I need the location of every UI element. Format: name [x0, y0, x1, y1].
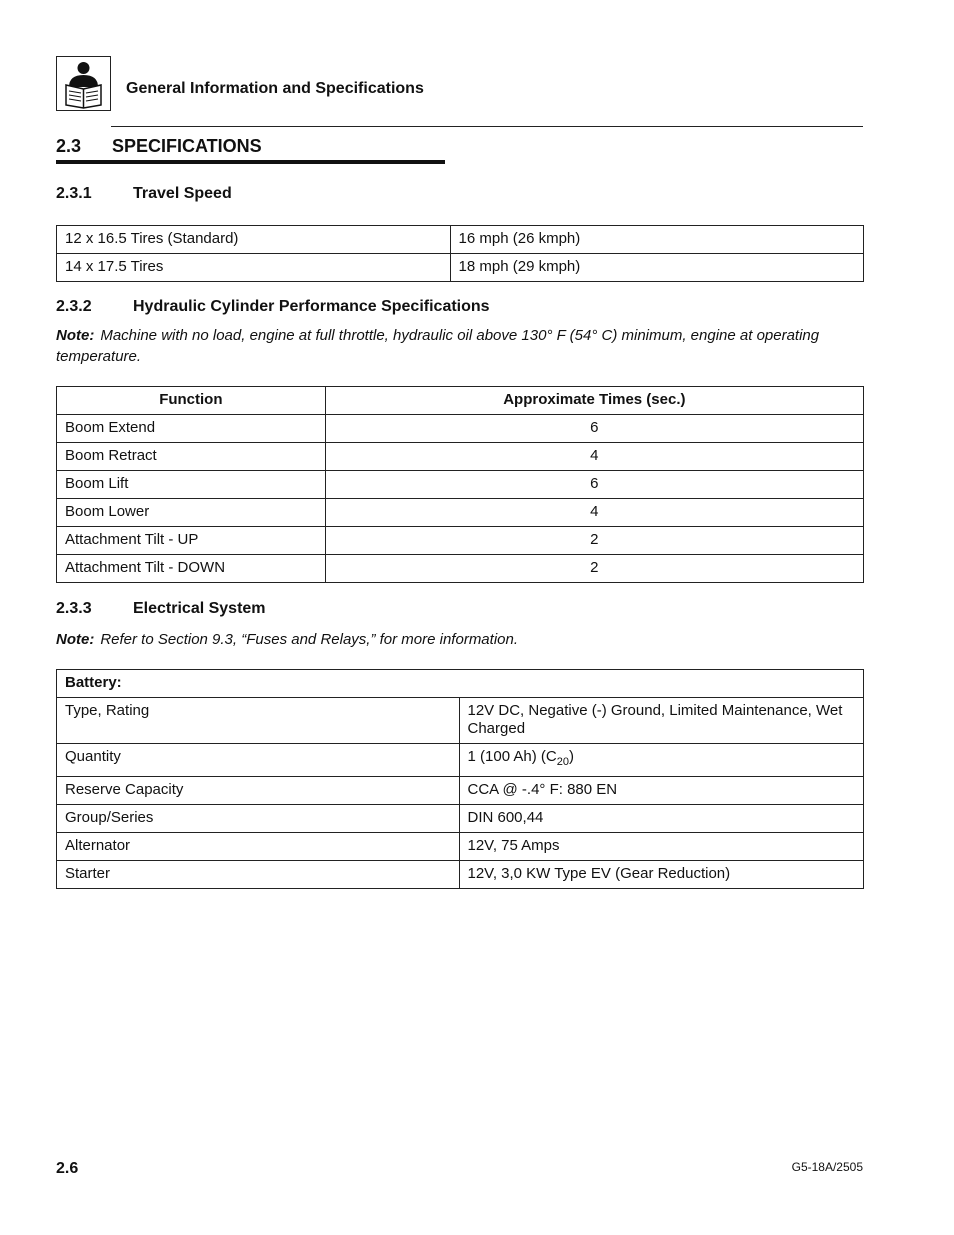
table-cell: Quantity — [57, 744, 460, 777]
table-cell: 2 — [325, 527, 863, 555]
note-label: Note: — [56, 631, 95, 648]
table-cell: Type, Rating — [57, 698, 460, 744]
header-title: General Information and Specifications — [126, 80, 424, 97]
table-row — [57, 527, 864, 555]
section-number: 2.3 — [56, 136, 82, 156]
table-cell: Boom Retract — [57, 443, 326, 471]
electrical-note — [56, 629, 864, 650]
hydraulic-table — [56, 386, 864, 583]
section-underline — [56, 160, 445, 164]
table-cell: Attachment Tilt - DOWN — [57, 555, 326, 583]
table-cell: Alternator — [57, 833, 460, 861]
travel-speed-title: Travel Speed — [133, 185, 232, 202]
table-row — [57, 254, 864, 282]
header-divider — [111, 126, 863, 127]
travel-speed-heading — [56, 185, 232, 203]
hydraulic-note — [56, 325, 864, 367]
table-cell: 12V DC, Negative (-) Ground, Limited Maintenance, Wet Charged — [459, 698, 864, 744]
table-row — [57, 777, 864, 805]
quantity-close: ) — [568, 748, 574, 765]
table-cell: 6 — [325, 471, 863, 499]
table-row — [57, 555, 864, 583]
manual-reader-icon — [56, 56, 111, 111]
travel-speed-table — [56, 225, 864, 282]
section-title: SPECIFICATIONS — [112, 136, 262, 156]
document-id: G5-18A/2505 — [791, 1160, 863, 1174]
table-row — [57, 443, 864, 471]
table-row — [57, 833, 864, 861]
section-heading — [56, 136, 262, 157]
hydraulic-heading — [56, 298, 490, 316]
table-cell: Reserve Capacity — [57, 777, 460, 805]
table-cell: Starter — [57, 861, 460, 889]
table-cell: 12 x 16.5 Tires (Standard) — [57, 226, 451, 254]
quantity-subscript: 20 — [556, 756, 569, 768]
electrical-heading — [56, 600, 266, 618]
column-header: Function — [57, 387, 326, 415]
table-cell: Boom Lower — [57, 499, 326, 527]
table-cell: 18 mph (29 kmph) — [450, 254, 863, 282]
table-cell: Group/Series — [57, 805, 460, 833]
hydraulic-title: Hydraulic Cylinder Performance Specifications — [133, 298, 490, 315]
table-row — [57, 861, 864, 889]
table-cell: 6 — [325, 415, 863, 443]
table-cell: 2 — [325, 555, 863, 583]
table-row — [57, 226, 864, 254]
table-cell: DIN 600,44 — [459, 805, 864, 833]
table-cell: CCA @ -.4° F: 880 EN — [459, 777, 864, 805]
table-header-row — [57, 387, 864, 415]
table-cell — [459, 744, 864, 777]
column-header: Approximate Times (sec.) — [325, 387, 863, 415]
table-cell: 4 — [325, 443, 863, 471]
electrical-table — [56, 669, 864, 889]
electrical-number: 2.3.3 — [56, 600, 92, 617]
table-row — [57, 744, 864, 777]
page-number: 2.6 — [56, 1160, 79, 1177]
table-row — [57, 471, 864, 499]
table-cell: 12V, 3,0 KW Type EV (Gear Reduction) — [459, 861, 864, 889]
table-cell: 16 mph (26 kmph) — [450, 226, 863, 254]
note-text: Refer to Section 9.3, “Fuses and Relays,” for more information. — [100, 631, 519, 648]
table-cell: Boom Extend — [57, 415, 326, 443]
travel-speed-number: 2.3.1 — [56, 185, 92, 202]
table-cell: Attachment Tilt - UP — [57, 527, 326, 555]
quantity-value: 1 (100 Ah) (C — [467, 748, 557, 765]
hydraulic-number: 2.3.2 — [56, 298, 92, 315]
table-row — [57, 415, 864, 443]
table-cell: 14 x 17.5 Tires — [57, 254, 451, 282]
table-cell: Boom Lift — [57, 471, 326, 499]
table-row — [57, 805, 864, 833]
electrical-title: Electrical System — [133, 600, 266, 617]
table-cell: 12V, 75 Amps — [459, 833, 864, 861]
note-label: Note: — [56, 327, 95, 344]
table-cell: 4 — [325, 499, 863, 527]
table-row — [57, 698, 864, 744]
table-row — [57, 499, 864, 527]
note-text: Machine with no load, engine at full throttle, hydraulic oil above 130° F (54° C) minimum, engine at operating temperature. — [56, 327, 820, 365]
battery-label: Battery: — [57, 670, 864, 698]
table-header-row — [57, 670, 864, 698]
